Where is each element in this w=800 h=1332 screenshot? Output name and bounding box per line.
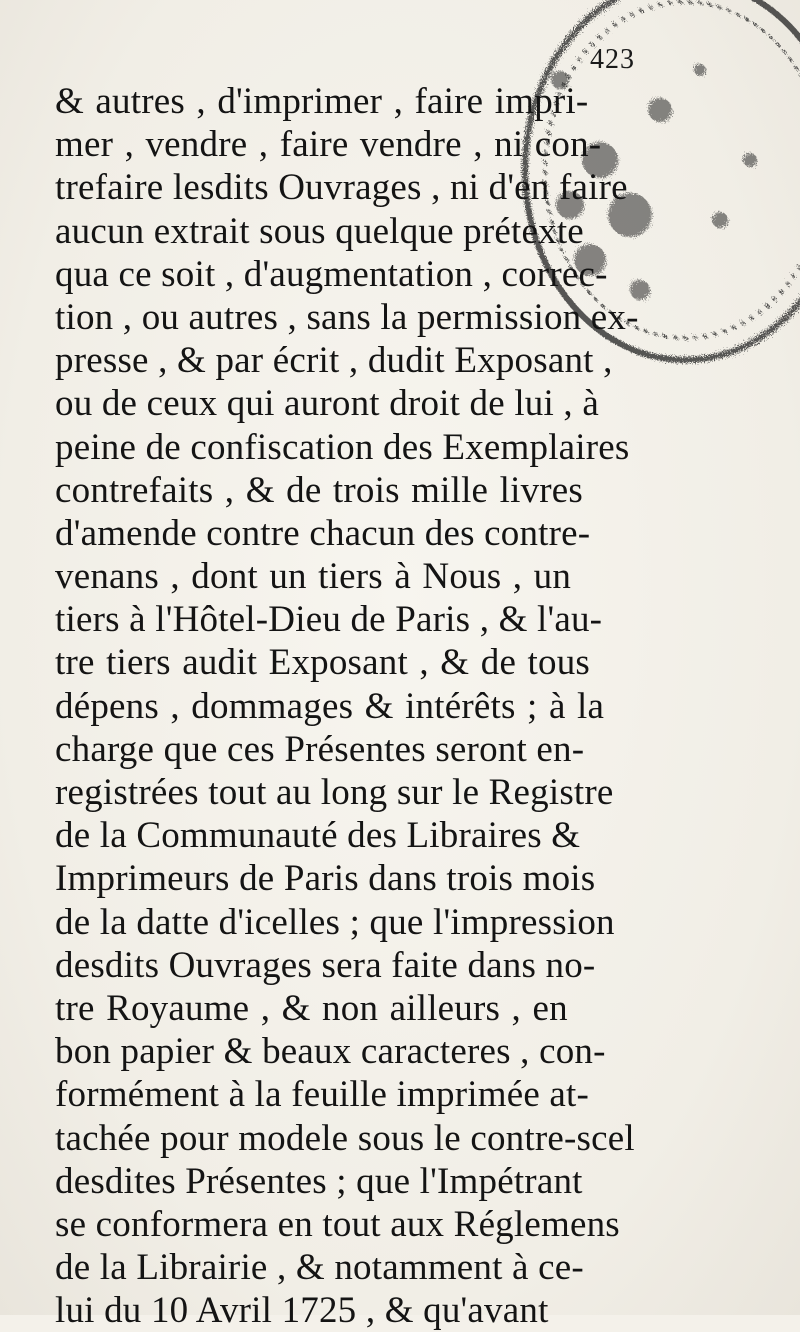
text-line: de la Librairie , & notamment à ce- xyxy=(55,1247,584,1289)
text-line: presse , & par écrit , dudit Exposant , xyxy=(55,340,613,382)
text-line: ou de ceux qui auront droit de lui , à xyxy=(55,383,599,425)
text-line: trefaire lesdits Ouvrages , ni d'en faire xyxy=(55,167,628,209)
text-line: aucun extrait sous quelque prétexte xyxy=(55,210,584,252)
text-line: tre tiers audit Exposant , & de tous xyxy=(55,642,590,684)
text-line: registrées tout au long sur le Registre xyxy=(55,772,614,813)
text-line: & autres , d'imprimer , faire impri- xyxy=(55,81,589,122)
text-line: se conformera en tout aux Réglemens xyxy=(55,1203,620,1245)
text-line: venans , dont un tiers à Nous , un xyxy=(55,556,572,598)
text-line: peine de confiscation des Exemplaires xyxy=(55,426,630,468)
page-number: 423 xyxy=(590,44,635,75)
text-line: de la datte d'icelles ; que l'impression xyxy=(55,901,615,943)
text-line: formément à la feuille imprimée at- xyxy=(55,1074,590,1116)
text-line: d'amende contre chacun des contre- xyxy=(55,512,591,554)
text-line: contrefaits , & de trois mille livres xyxy=(55,469,584,511)
text-line: desdits Ouvrages sera faite dans no- xyxy=(55,944,596,986)
text-line: de la Communauté des Libraires & xyxy=(55,815,581,857)
text-line: tachée pour modele sous le contre-scel xyxy=(55,1117,635,1159)
text-line: tiers à l'Hôtel-Dieu de Paris , & l'au- xyxy=(55,599,603,641)
body-text xyxy=(55,80,675,1332)
text-line: mer , vendre , faire vendre , ni con- xyxy=(55,124,602,166)
text-line: lui du 10 Avril 1725 , & qu'avant xyxy=(55,1290,549,1332)
text-line: tre Royaume , & non ailleurs , en xyxy=(55,987,568,1029)
text-line: desdites Présentes ; que l'Impétrant xyxy=(55,1160,583,1202)
text-line: bon papier & beaux caracteres , con- xyxy=(55,1031,606,1073)
text-line: dépens , dommages & intérêts ; à la xyxy=(55,685,605,727)
text-line: qua ce soit , d'augmentation , correc- xyxy=(55,253,608,295)
text-line: tion , ou autres , sans la permission ex- xyxy=(55,296,639,338)
text-line: Imprimeurs de Paris dans trois mois xyxy=(55,858,596,900)
text-line: charge que ces Présentes seront en- xyxy=(55,728,585,770)
